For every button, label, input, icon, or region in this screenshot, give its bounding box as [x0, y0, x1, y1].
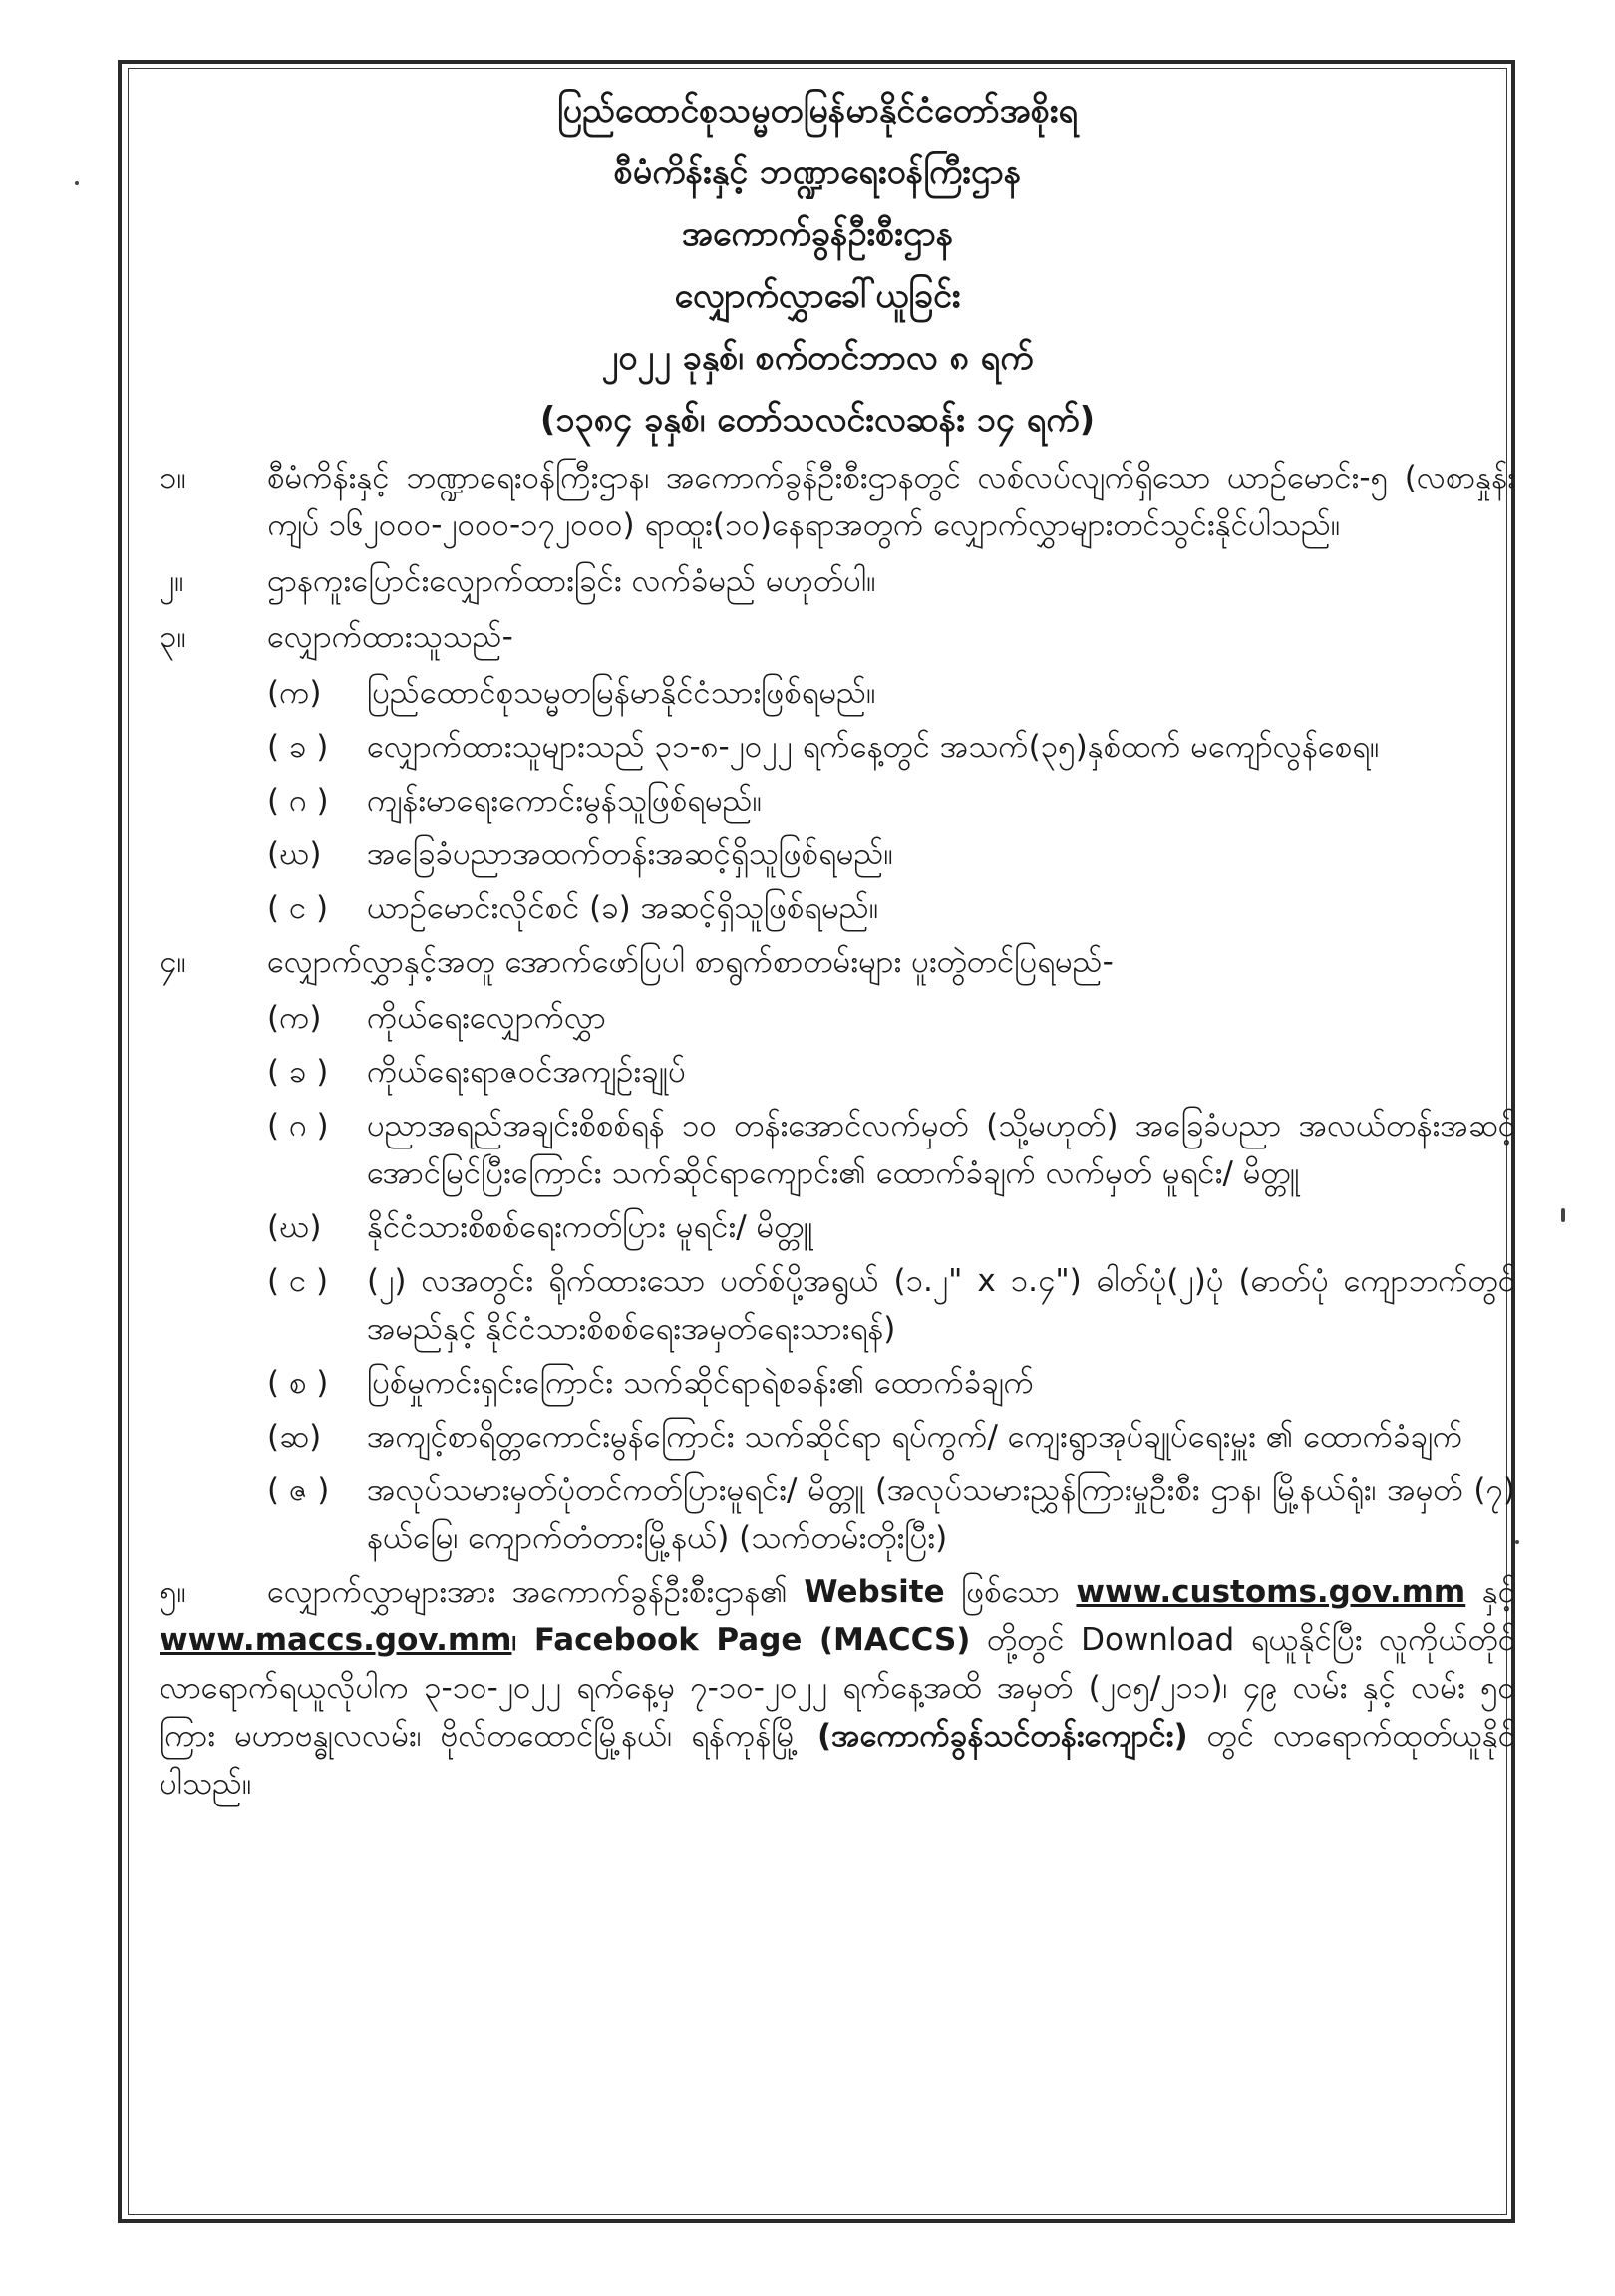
scan-speck — [1515, 1540, 1519, 1544]
training-school-label: (အကောက်ခွန်သင်တန်းကျောင်း) — [817, 1718, 1188, 1754]
section-number: ၃။ — [160, 619, 186, 655]
item-text: ပညာအရည်အချင်းစိစစ်ရန် ၁၀ တန်းအောင်လက်မှတ် (သို့မဟုတ်) အခြေခံပညာ အလယ်တန်းအဆင့် အောင်မြင်ပြီးကြောင်း သက်ဆိုင်ရာကျောင်း၏ ထောက်ခံချက် လက်မှတ် မူရင်း/ မိတ္တူ — [367, 1108, 1515, 1191]
text-segment: နှင့် — [1481, 1574, 1515, 1610]
section-4 — [160, 938, 1515, 986]
list-item — [267, 669, 1515, 717]
header-title: လျှောက်လွှာခေါ်ယူခြင်း — [674, 276, 961, 316]
text-segment: တွင် လာရောက်ထုတ်ယူနိုင်ပါသည်။ — [160, 1718, 1515, 1802]
item-label: ( စ ) — [267, 1365, 329, 1401]
item-text: နိုင်ငံသားစိစစ်ရေးကတ်ပြား မူရင်း/ မိတ္တူ — [367, 1209, 813, 1245]
section-number: ၅။ — [160, 1574, 186, 1610]
section-5 — [160, 1568, 1515, 1807]
item-text: ယာဉ်မောင်းလိုင်စင် (ခ) အဆင့်ရှိသူဖြစ်ရမည်။ — [367, 890, 879, 926]
list-item — [267, 1257, 1515, 1353]
section-number: ၁။ — [160, 460, 186, 495]
text-segment: လျှောက်လွှာများအား အကောက်ခွန်ဦးစီးဌာန၏ — [267, 1574, 788, 1610]
list-item — [267, 723, 1515, 771]
section-number: ၄။ — [160, 944, 186, 980]
header-department: အကောက်ခွန်ဦးစီးဌာန — [681, 214, 954, 254]
list-item — [267, 830, 1515, 878]
item-label: (ဆ) — [267, 1419, 322, 1455]
item-label: (က) — [267, 675, 322, 711]
section-text: စီမံကိန်းနှင့် ဘဏ္ဍာရေးဝန်ကြီးဌာန၊ အကောက်ခွန်ဦးစီးဌာနတွင် လစ်လပ်လျက်ရှိသော ယာဉ်မောင်း-၅ (လစာနှုန်းကျပ် ၁၆၂၀၀၀-၂၀၀၀-၁၇၂၀၀၀) ရာထူး(၁၀)နေရာအတွက် လျှောက်လွှာများတင်သွင်းနိုင်ပါသည်။ — [267, 460, 1515, 543]
header-ministry: စီမံကိန်းနှင့် ဘဏ္ဍာရေးဝန်ကြီးဌာန — [613, 153, 1022, 192]
item-text: အကျင့်စာရိတ္တကောင်းမွန်ကြောင်း သက်ဆိုင်ရာ ရပ်ကွက်/ ကျေးရွာအုပ်ချုပ်ရေးမှူး ၏ ထောက်ခံချက် — [367, 1419, 1463, 1455]
header-government: ပြည်ထောင်စုသမ္မတမြန်မာနိုင်ငံတော်အစိုးရ — [556, 91, 1079, 131]
item-label: (ဃ) — [267, 1209, 322, 1245]
scan-speck — [75, 181, 79, 185]
item-text: လျှောက်ထားသူများသည် ၃၁-၈-၂၀၂၂ ရက်နေ့တွင် အသက်(၃၅)နှစ်ထက် မကျော်လွန်စေရ။ — [367, 729, 1380, 765]
text-segment: တို့တွင် Download ရယူနိုင်ပြီး လူကိုယ်တိုင် လာရောက်ရယူလိုပါက ၃-၁၀-၂၀၂၂ ရက်နေ့မှ ၇-၁၀-၂၀၂၂ ရက်နေ့အထိ အမှတ် (၂၀၅/၂၁၁)၊ ၄၉ လမ်း နှင့် လမ်း ၅၀ ကြား မဟာဗန္ဓုလလမ်း၊ ဗိုလ်တထောင်မြို့နယ်၊ ရန်ကုန်မြို့ — [160, 1622, 1515, 1754]
list-item — [267, 1048, 1515, 1096]
maccs-website-link[interactable]: www.maccs.gov.mm — [160, 1622, 512, 1658]
item-label: ( ခ ) — [267, 1054, 329, 1090]
scan-speck — [1561, 1208, 1565, 1222]
item-text: ကိုယ်ရေးလျှောက်လွှာ — [367, 1000, 606, 1036]
section-3 — [160, 613, 1515, 661]
list-item — [267, 1102, 1515, 1197]
section-number: ၂။ — [160, 563, 184, 599]
item-text: ပြစ်မှုကင်းရှင်းကြောင်း သက်ဆိုင်ရာရဲစခန်း၏ ထောက်ခံချက် — [367, 1365, 1035, 1401]
item-label: ( ခ ) — [267, 729, 329, 765]
section-text — [160, 1568, 1515, 1807]
item-text: အခြေခံပညာအထက်တန်းအဆင့်ရှိသူဖြစ်ရမည်။ — [367, 836, 893, 872]
section-2 — [160, 557, 1515, 605]
list-item — [267, 1413, 1515, 1461]
item-text: (၂) လအတွင်း ရိုက်ထားသော ပတ်စ်ပို့အရွယ် (၁.၂" x ၁.၄") ဓါတ်ပုံ(၂)ပုံ (ဓာတ်ပုံ ကျောဘက်တွင် အမည်နှင့် နိုင်ငံသားစိစစ်ရေးအမှတ်ရေးသားရန်) — [367, 1263, 1515, 1347]
list-item — [267, 1203, 1515, 1251]
section-1 — [160, 454, 1515, 549]
item-text: အလုပ်သမားမှတ်ပုံတင်ကတ်ပြားမူရင်း/ မိတ္တူ (အလုပ်သမားညွှန်ကြားမှုဦးစီး ဌာန၊ မြို့နယ်ရုံး၊ အမှတ် (၇) နယ်မြေ၊ ကျောက်တံတားမြို့နယ်) (သက်တမ်းတိုးပြီး) — [367, 1473, 1515, 1556]
list-item — [267, 994, 1515, 1042]
facebook-page-label: ၊ Facebook Page (MACCS) — [511, 1622, 971, 1658]
item-label: (ဃ) — [267, 836, 322, 872]
list-item — [267, 777, 1515, 824]
item-label: ( ဂ ) — [267, 1108, 329, 1144]
section-text: ဌာနကူးပြောင်းလျှောက်ထားခြင်း လက်ခံမည် မဟုတ်ပါ။ — [267, 563, 876, 599]
header-date: ၂၀၂၂ ခုနှစ်၊ စက်တင်ဘာလ ၈ ရက် — [601, 338, 1034, 378]
section-text: လျှောက်လွှာနှင့်အတူ အောက်ဖော်ပြပါ စာရွက်စာတမ်းများ ပူးတွဲတင်ပြရမည်- — [267, 944, 1114, 980]
list-item — [267, 1467, 1515, 1562]
list-item — [267, 1359, 1515, 1407]
list-item — [267, 884, 1515, 932]
item-label: ( င ) — [267, 1263, 329, 1299]
header-myanmar-date: (၁၃၈၄ ခုနှစ်၊ တော်သလင်းလဆန်း ၁၄ ရက်) — [539, 400, 1096, 440]
section-text: လျှောက်ထားသူသည်- — [267, 619, 513, 655]
document-header — [140, 80, 1495, 451]
item-label: ( ဂ ) — [267, 783, 329, 819]
website-label: Website — [804, 1574, 945, 1610]
item-label: (က) — [267, 1000, 322, 1036]
item-text: ပြည်ထောင်စုသမ္မတမြန်မာနိုင်ငံသားဖြစ်ရမည်။ — [367, 675, 876, 711]
text-segment: ဖြစ်သော — [961, 1574, 1060, 1610]
item-label: ( ဇ ) — [267, 1473, 330, 1508]
item-text: ကျန်းမာရေးကောင်းမွန်သူဖြစ်ရမည်။ — [367, 783, 763, 819]
document-body — [160, 454, 1515, 1815]
item-label: ( င ) — [267, 890, 329, 926]
customs-website-link[interactable]: www.customs.gov.mm — [1076, 1574, 1466, 1610]
item-text: ကိုယ်ရေးရာဇဝင်အကျဉ်းချုပ် — [367, 1054, 686, 1090]
